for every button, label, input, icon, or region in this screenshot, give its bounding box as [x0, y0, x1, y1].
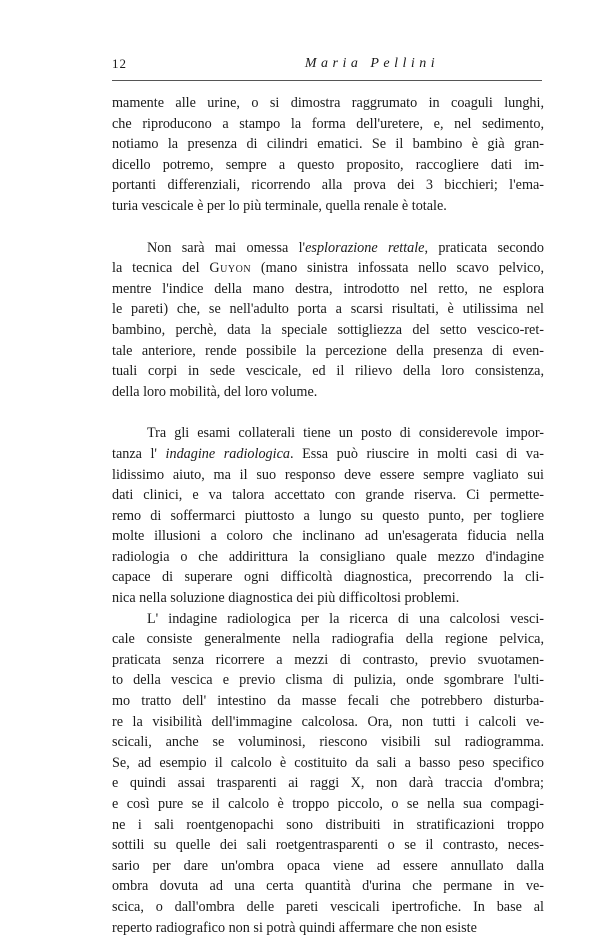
text-span: che riproducono a stampo la forma dell'uretere, e, nel sedimento,: [112, 115, 544, 132]
text-span: radiologia o che addirittura la consigliano quale mezzo d'indagine: [112, 548, 544, 565]
page-number: 12: [112, 56, 127, 71]
text-line: [112, 629, 544, 650]
text-line: [112, 794, 544, 815]
text-line: [112, 856, 544, 877]
text-span: sario per dare un'ombra opaca viene ad essere annullato dalla: [112, 857, 544, 874]
text-line: [112, 114, 544, 135]
text-line: [112, 485, 544, 506]
author-name: Guyon: [209, 260, 252, 277]
text-span: tuali corpi in sede vescicale, ed il rilievo della loro consistenza,: [112, 363, 544, 380]
text-line: [112, 918, 544, 938]
text-line: [112, 609, 544, 630]
text-span: bambino, perchè, data la speciale sottigliezza del setto vescico-ret-: [112, 321, 544, 338]
body-text: [112, 93, 544, 938]
text-line: [112, 238, 544, 259]
text-line: [112, 175, 544, 196]
text-line: [112, 732, 544, 753]
text-line: [112, 712, 544, 733]
text-span: Tra gli esami collaterali tiene un posto di considerevole impor-: [147, 425, 544, 442]
text-span: capace di superare ogni difficoltà diagnostica, precorrendo la cli-: [112, 569, 544, 586]
text-span: dicello potremo, sempre a questo proposito, raccogliere dati im-: [112, 156, 544, 173]
text-line: [112, 773, 544, 794]
text-line: [112, 258, 544, 279]
text-line: [112, 547, 544, 568]
text-line: [112, 835, 544, 856]
text-span: mo tratto dell' intestino da masse fecali che potrebbero disturba-: [112, 693, 544, 710]
text-line: [112, 670, 544, 691]
text-span: reperto radiografico non si potrà quindi affermare che non esiste: [112, 919, 477, 936]
text-span: L' indagine radiologica per la ricerca di una calcolosi vesci-: [147, 610, 544, 627]
text-line: [112, 567, 544, 588]
text-span: , praticata secondo: [424, 239, 544, 256]
text-line: [112, 341, 544, 362]
text-span: Non sarà mai omessa l': [147, 239, 306, 256]
text-line: [112, 897, 544, 918]
text-span: e quindi assai trasparenti ai raggi X, non darà traccia d'ombra;: [112, 775, 544, 792]
text-span: to della vescica e previo clisma di pulizia, onde sgombrare l'ulti-: [112, 672, 544, 689]
text-span: turia vescicale è per lo più terminale, quella renale è totale.: [112, 197, 447, 214]
text-span: scica, o dall'ombra delle pareti vescicali ipertrofiche. In base al: [112, 898, 544, 915]
text-span: Se, ad esempio il calcolo è costituito da sali a basso peso specifico: [112, 754, 544, 771]
text-span: re la visibilità dell'immagine calcolosa. Ora, non tutti i calcoli ve-: [112, 713, 544, 730]
page-header: [112, 56, 542, 76]
text-line: [112, 444, 544, 465]
text-span: portanti differenziali, ricorrendo alla prova dei 3 bicchieri; l'ema-: [112, 177, 544, 194]
text-span: e così pure se il calcolo è troppo piccolo, o se nella sua compagi-: [112, 796, 544, 812]
text-span: lidissimo aiuto, ma il suo responso deve essere sempre vagliato sui: [112, 466, 544, 483]
text-span: scicali, anche se voluminosi, riescono visibili sul radiogramma.: [112, 734, 544, 751]
running-title: Maria Pellini: [304, 56, 440, 71]
text-line: [112, 465, 544, 486]
text-span: tanza l': [112, 445, 166, 462]
text-span: ombra dovuta ad una certa quantità d'urina che permane in ve-: [112, 878, 544, 895]
text-line: [112, 526, 544, 547]
paragraph: [112, 609, 544, 938]
paragraph-gap: [112, 217, 544, 238]
paragraph: [112, 423, 544, 608]
text-line: [112, 423, 544, 444]
italic-text: esplorazione rettale: [305, 239, 425, 256]
text-span: praticata senza ricorrere a mezzi di contrasto, previo svuotamen-: [112, 651, 544, 668]
text-line: [112, 155, 544, 176]
text-line: [112, 691, 544, 712]
text-span: molte illusioni a coloro che inclinano ad un'esagerata fiducia nella: [112, 528, 544, 545]
text-span: cale consiste generalmente nella radiografia della regione pelvica,: [112, 631, 544, 648]
text-span: ne i sali roentgenopachi sono distribuiti in stratificazioni troppo: [112, 816, 544, 833]
text-span: della loro mobilità, del loro volume.: [112, 383, 318, 400]
text-span: sottili su quelle dei sali roetgentrasparenti o se il contrasto, neces-: [112, 837, 544, 854]
text-line: [112, 382, 544, 403]
text-span: (mano sinistra infossata nello scavo pelvico,: [251, 260, 544, 277]
text-span: remo di soffermarci piuttosto a lungo su questo punto, per togliere: [112, 507, 544, 524]
text-line: [112, 588, 544, 609]
text-span: mentre l'indice della mano destra, introdotto nel retto, ne esplora: [112, 280, 544, 297]
text-line: [112, 134, 544, 155]
text-span: tale anteriore, rende possibile la percezione della presenza di even-: [112, 342, 544, 359]
text-line: [112, 361, 544, 382]
paragraph: [112, 238, 544, 403]
text-span: le pareti) che, se nell'adulto porta a scarsi risultati, è utilissima nel: [112, 301, 544, 318]
paragraph-gap: [112, 402, 544, 423]
text-line: [112, 196, 544, 217]
text-line: [112, 506, 544, 527]
italic-text: indagine radiologica: [165, 445, 290, 462]
text-line: [112, 299, 544, 320]
paragraph: [112, 93, 544, 217]
text-line: [112, 876, 544, 897]
text-line: [112, 93, 544, 114]
text-line: [112, 279, 544, 300]
text-span: dati clinici, e va talora accettato con grande riserva. Ci permette-: [112, 487, 544, 504]
text-line: [112, 815, 544, 836]
text-span: la tecnica del: [112, 260, 210, 277]
header-rule: [112, 80, 542, 81]
text-span: nica nella soluzione diagnostica dei più difficoltosi problemi.: [112, 590, 460, 607]
text-span: notiamo la presenza di cilindri ematici. Se il bambino è già gran-: [112, 136, 544, 153]
text-line: [112, 650, 544, 671]
text-line: [112, 320, 544, 341]
text-span: . Essa può riuscire in molti casi di va-: [289, 445, 544, 462]
text-line: [112, 753, 544, 774]
text-span: mamente alle urine, o si dimostra raggrumato in coaguli lunghi,: [112, 95, 544, 111]
